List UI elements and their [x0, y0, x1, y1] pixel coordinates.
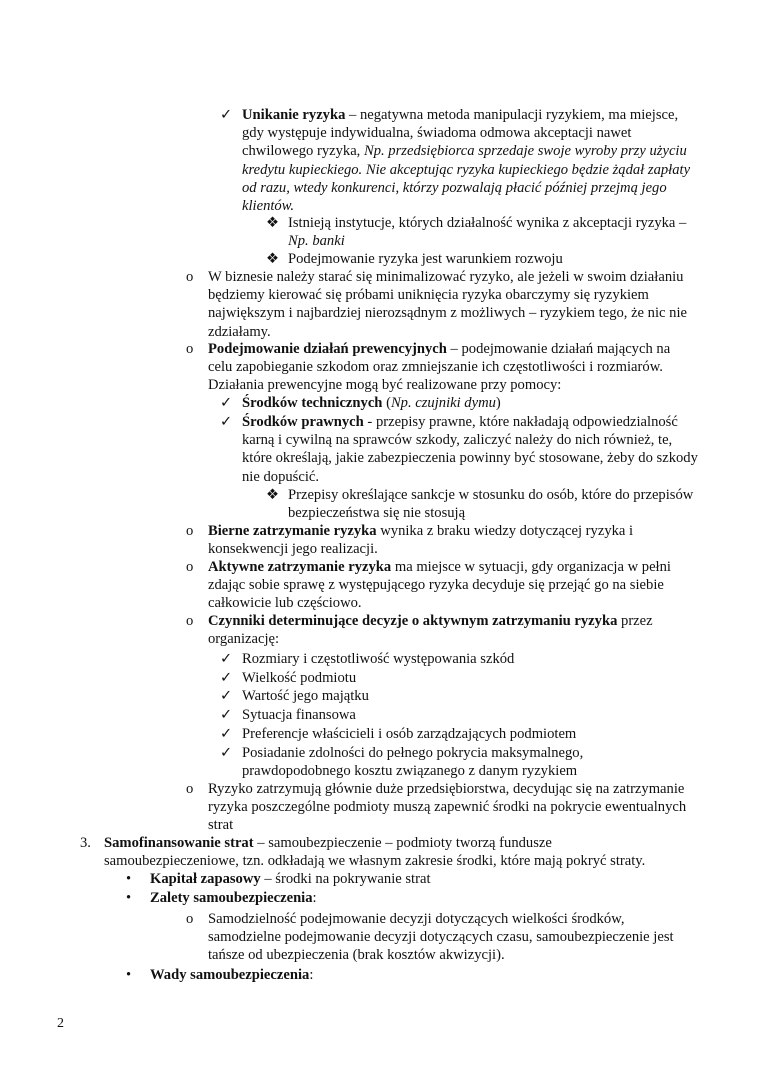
circle-bullet-icon: o: [186, 911, 194, 927]
list-item-samofinansowanie: 3. Samofinansowanie strat – samoubezpieczenie – podmioty tworzą fundusze samoubezpieczeniowe, tzn. odkładają we własnym zakresie środki, które mają pokryć straty.: [80, 835, 646, 870]
list-item-wady: • Wady samoubezpieczenia:: [126, 967, 314, 983]
list-item-factor: ✓ Posiadanie zdolności do pełnego pokrycia maksymalnego, prawdopodobnego kosztu związanego z danym ryzykiem: [220, 745, 584, 780]
circle-bullet-icon: o: [186, 781, 194, 797]
circle-bullet-icon: o: [186, 341, 194, 357]
list-item-factor: ✓ Sytuacja finansowa: [220, 707, 356, 723]
circle-bullet-icon: o: [186, 523, 194, 539]
diamond-bullet-icon: ❖: [266, 215, 280, 231]
checkmark-icon: ✓: [220, 745, 233, 761]
list-item-aktywne-zatrzymanie: o Aktywne zatrzymanie ryzyka ma miejsce w sytuacji, gdy organizacja w pełni zdając sobie sprawę z występującego ryzyka decyduje się przejąć go na siebie całkowicie lub częściowo.: [186, 559, 671, 612]
list-item-podejmowanie-ryzyka: ❖ Podejmowanie ryzyka jest warunkiem rozwoju: [266, 251, 563, 267]
list-item-zalety-opis: o Samodzielność podejmowanie decyzji dotyczących wielkości środków, samodzielne podejmowanie decyzji dotyczących czasu, samoubezpieczenie jest tańsze od ubezpieczenia (brak kosztów akwizycji).: [186, 911, 674, 964]
list-item-bierne-zatrzymanie: o Bierne zatrzymanie ryzyka wynika z braku wiedzy dotyczącej ryzyka i konsekwencji jego realizacji.: [186, 523, 634, 558]
circle-bullet-icon: o: [186, 269, 194, 285]
list-item-ryzyko-zatrzymuja: o Ryzyko zatrzymują głównie duże przedsiębiorstwa, decydując się na zatrzymanie ryzyka poszczególne podmioty muszą zapewnić środki na pokrycie ewentualnych strat: [186, 781, 687, 834]
list-item-factor: ✓ Wielkość podmiotu: [220, 670, 357, 686]
disc-bullet-icon: •: [126, 967, 132, 983]
list-item-factor: ✓ Wartość jego majątku: [220, 688, 369, 704]
circle-bullet-icon: o: [186, 559, 194, 575]
checkmark-icon: ✓: [220, 670, 233, 686]
page-number: 2: [57, 1016, 64, 1031]
disc-bullet-icon: •: [126, 890, 132, 906]
checkmark-icon: ✓: [220, 707, 233, 723]
list-item-kapital-zapasowy: • Kapitał zapasowy – środki na pokrywanie strat: [126, 871, 431, 887]
checkmark-icon: ✓: [220, 395, 233, 411]
list-item-factor: ✓ Preferencje właścicieli i osób zarządzających podmiotem: [220, 726, 577, 742]
checkmark-icon: ✓: [220, 726, 233, 742]
checkmark-icon: ✓: [220, 651, 233, 667]
list-item-w-biznesie: o W biznesie należy starać się minimalizować ryzyko, ale jeżeli w swoim działaniu będziemy kierować się próbami uniknięcia ryzyka obarczymy się ryzykiem największym i najbardziej nierozsądnym z możliwych – ryzykiem tego, że nic nie zdziałamy.: [186, 269, 687, 340]
diamond-bullet-icon: ❖: [266, 251, 280, 267]
checkmark-icon: ✓: [220, 107, 233, 123]
list-item-przepisy-sankcje: ❖ Przepisy określające sankcje w stosunku do osób, które do przepisów bezpieczeństwa się nie stosują: [266, 487, 694, 522]
diamond-bullet-icon: ❖: [266, 487, 280, 503]
checkmark-icon: ✓: [220, 688, 233, 704]
checkmark-icon: ✓: [220, 414, 233, 430]
list-item-zalety: • Zalety samoubezpieczenia:: [126, 890, 317, 906]
list-item-unikanie-ryzyka: ✓ Unikanie ryzyka – negatywna metoda manipulacji ryzykiem, ma miejsce, gdy występuje indywidualna, świadoma odmowa akceptacji nawet chwilowego ryzyka, Np. przedsiębiorca sprzedaje swoje wyroby przy użyciu kredytu kupieckiego. Nie akceptując ryzyka kupieckiego będzie żądał zapłaty od razu, wtedy konkurenci, którzy pozwalają płacić później przejmą jego klientów.: [220, 107, 691, 215]
term: Unikanie ryzyka: [242, 107, 346, 123]
list-item-srodki-techniczne: ✓ Środków technicznych (Np. czujniki dymu): [220, 395, 501, 411]
list-item-instytucje: ❖ Istnieją instytucje, których działalność wynika z akceptacji ryzyka – Np. banki: [266, 215, 687, 250]
list-item-factor: ✓ Rozmiary i częstotliwość występowania szkód: [220, 651, 515, 667]
list-item-czynniki: o Czynniki determinujące decyzje o aktywnym zatrzymaniu ryzyka przez organizację:: [186, 613, 653, 648]
circle-bullet-icon: o: [186, 613, 194, 629]
list-item-dzialania-prewencyjne: o Podejmowanie działań prewencyjnych – podejmowanie działań mających na celu zapobieganie szkodom oraz zmniejszanie ich częstotliwości i rozmiarów. Działania prewencyjne mogą być realizowane przy pomocy:: [186, 341, 671, 394]
list-item-srodki-prawne: ✓ Środków prawnych - przepisy prawne, które nakładają odpowiedzialność karną i cywilną na sprawców szkody, zaliczyć należy do nich również, te, które określają, jakie zabezpieczenia powinny być stosowane, żeby do szkody nie dopuścić.: [220, 414, 698, 485]
disc-bullet-icon: •: [126, 871, 132, 887]
example: Np. przedsiębiorca sprzedaje swoje wyroby przy użyciu kredytu kupieckiego. Nie akceptując ryzyka kupieckiego będzie żądał zapłaty od razu, wtedy konkurenci, którzy pozwalają płacić później przejmą jego klientów.: [242, 143, 691, 215]
list-number: 3.: [80, 835, 91, 851]
